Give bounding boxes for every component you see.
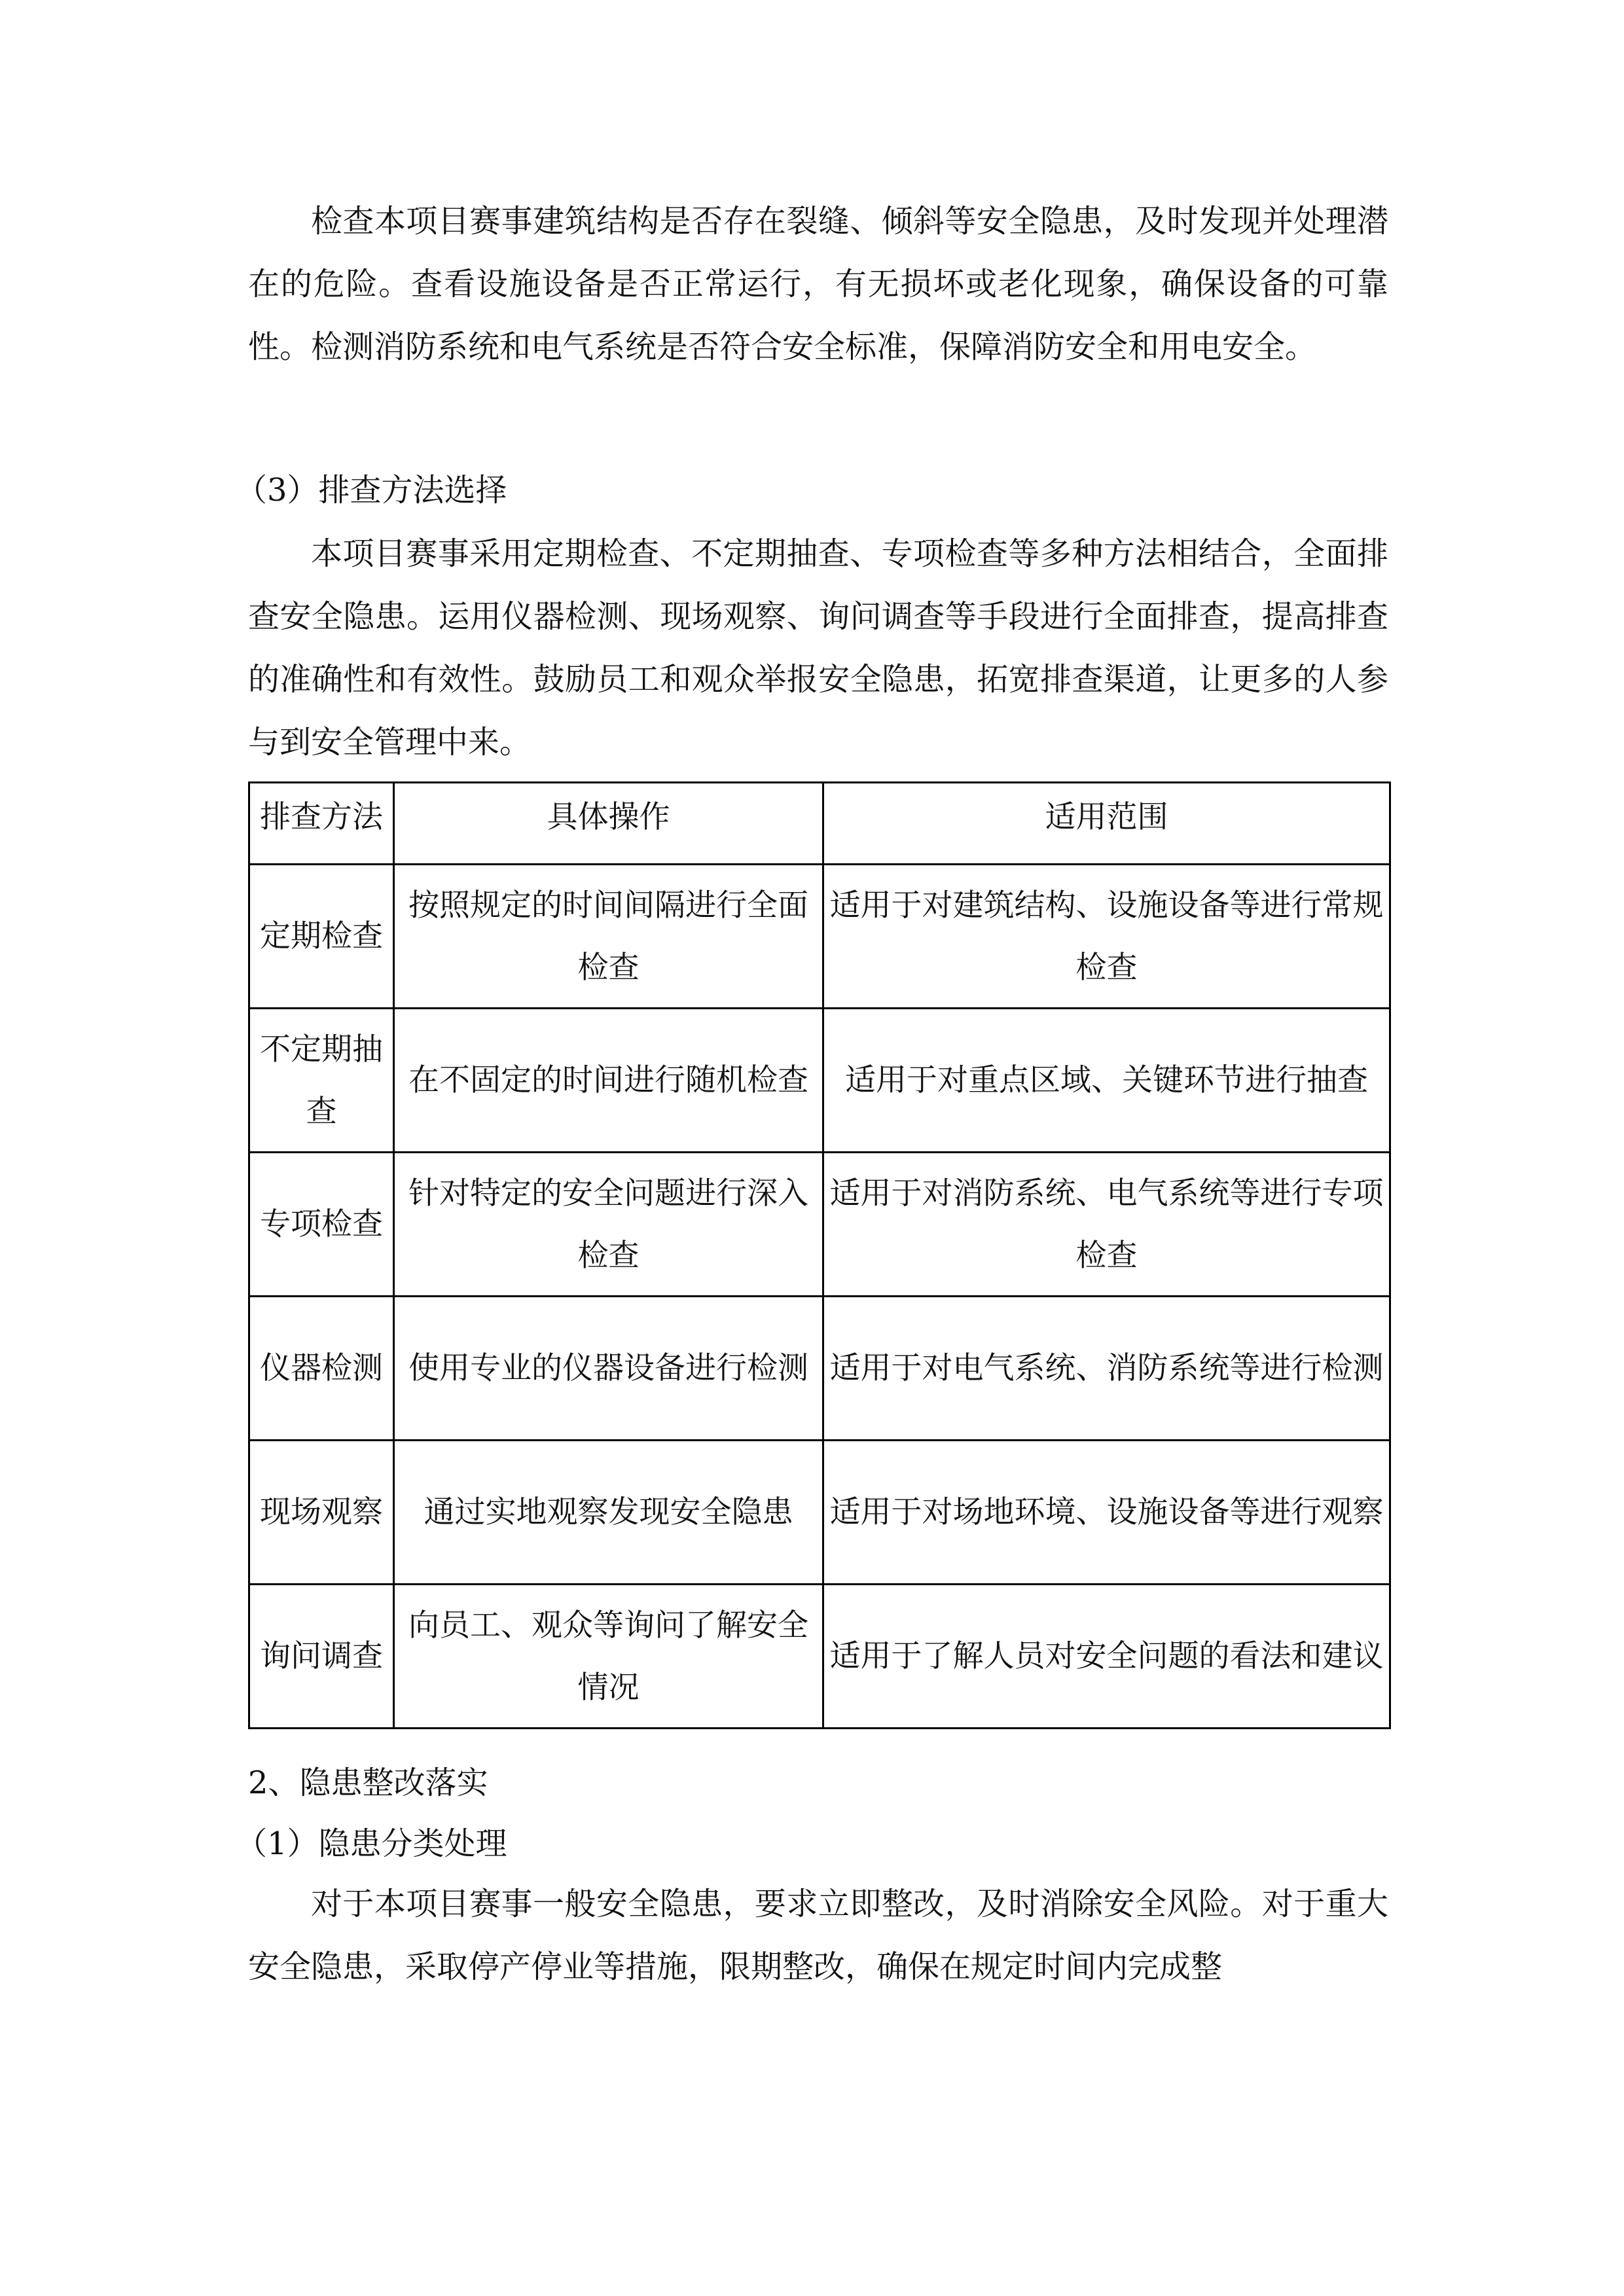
paragraph-inspection-content: 检查本项目赛事建筑结构是否存在裂缝、倾斜等安全隐患，及时发现并处理潜在的危险。查看设施设备是否正常运行，有无损坏或老化现象，确保设备的可靠性。检测消防系统和电气系统是否符合安全标准，保障消防安全和用电安全。 <box>248 203 1388 365</box>
table-header: 具体操作 <box>394 783 823 865</box>
table-row <box>249 1009 1390 1153</box>
section-heading-method: （3）排查方法选择 <box>236 472 507 509</box>
paragraph-method: 本项目赛事采用定期检查、不定期抽查、专项检查等多种方法相结合，全面排查安全隐患。运用仪器检测、现场观察、询问调查等手段进行全面排查，提高排查的准确性和有效性。鼓励员工和观众举报安全隐患，拓宽排查渠道，让更多的人参与到安全管理中来。 <box>248 535 1388 761</box>
table-header-row <box>249 783 1390 865</box>
table-cell: 按照规定的时间间隔进行全面检查 <box>394 865 823 1009</box>
table-cell: 针对特定的安全问题进行深入检查 <box>394 1153 823 1297</box>
table-cell: 适用于对重点区域、关键环节进行抽查 <box>823 1009 1390 1153</box>
table-row <box>249 865 1390 1009</box>
section-heading-rectification: 2、隐患整改落实 <box>248 1765 488 1801</box>
inspection-method-table <box>248 781 1391 1729</box>
table-row <box>249 1585 1390 1729</box>
table-cell: 专项检查 <box>249 1153 394 1297</box>
table-cell: 使用专业的仪器设备进行检测 <box>394 1297 823 1441</box>
subsection-heading-classification: （1）隐患分类处理 <box>236 1825 507 1862</box>
table-cell: 适用于对消防系统、电气系统等进行专项检查 <box>823 1153 1390 1297</box>
table-cell: 不定期抽查 <box>249 1009 394 1153</box>
table-cell: 现场观察 <box>249 1441 394 1585</box>
table-cell: 仪器检测 <box>249 1297 394 1441</box>
table-cell: 适用于对场地环境、设施设备等进行观察 <box>823 1441 1390 1585</box>
table-header: 适用范围 <box>823 783 1390 865</box>
table-cell: 适用于对建筑结构、设施设备等进行常规检查 <box>823 865 1390 1009</box>
table-cell: 通过实地观察发现安全隐患 <box>394 1441 823 1585</box>
table-cell: 适用于对电气系统、消防系统等进行检测 <box>823 1297 1390 1441</box>
table-cell: 适用于了解人员对安全问题的看法和建议 <box>823 1585 1390 1729</box>
paragraph-classification: 对于本项目赛事一般安全隐患，要求立即整改，及时消除安全风险。对于重大安全隐患，采取停产停业等措施，限期整改，确保在规定时间内完成整 <box>248 1886 1388 1985</box>
table-row <box>249 1153 1390 1297</box>
table-cell: 询问调查 <box>249 1585 394 1729</box>
table-header: 排查方法 <box>249 783 394 865</box>
table-cell: 向员工、观众等询问了解安全情况 <box>394 1585 823 1729</box>
table-cell: 定期检查 <box>249 865 394 1009</box>
table-row <box>249 1297 1390 1441</box>
table-cell: 在不固定的时间进行随机检查 <box>394 1009 823 1153</box>
table-row <box>249 1441 1390 1585</box>
